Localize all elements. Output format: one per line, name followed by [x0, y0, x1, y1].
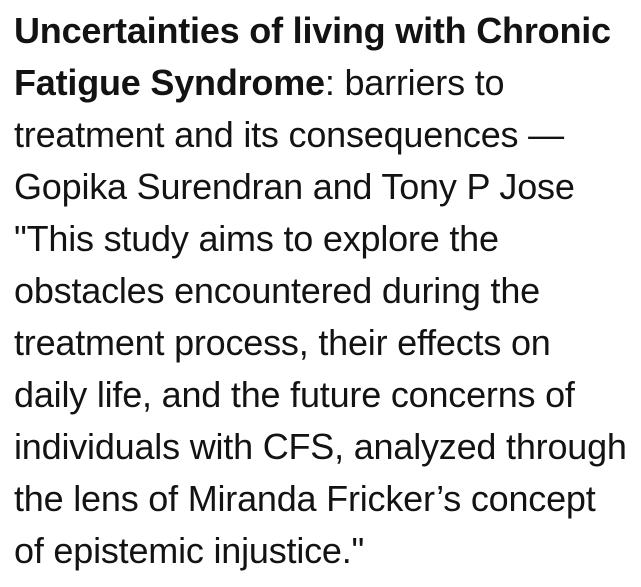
paragraph	[14, 5, 627, 577]
article-body-text: : barriers to treatment and its consequences — Gopika Surendran and Tony P Jose "This study aims to explore the obstacles encountered during the treatment process, their effects on daily life, and the future concerns of individuals with CFS, analyzed through the lens of Miranda Fricker’s concept of epistemic injustice."	[14, 62, 627, 571]
article-title: Uncertainties of living with Chronic Fatigue Syndrome	[14, 10, 611, 103]
